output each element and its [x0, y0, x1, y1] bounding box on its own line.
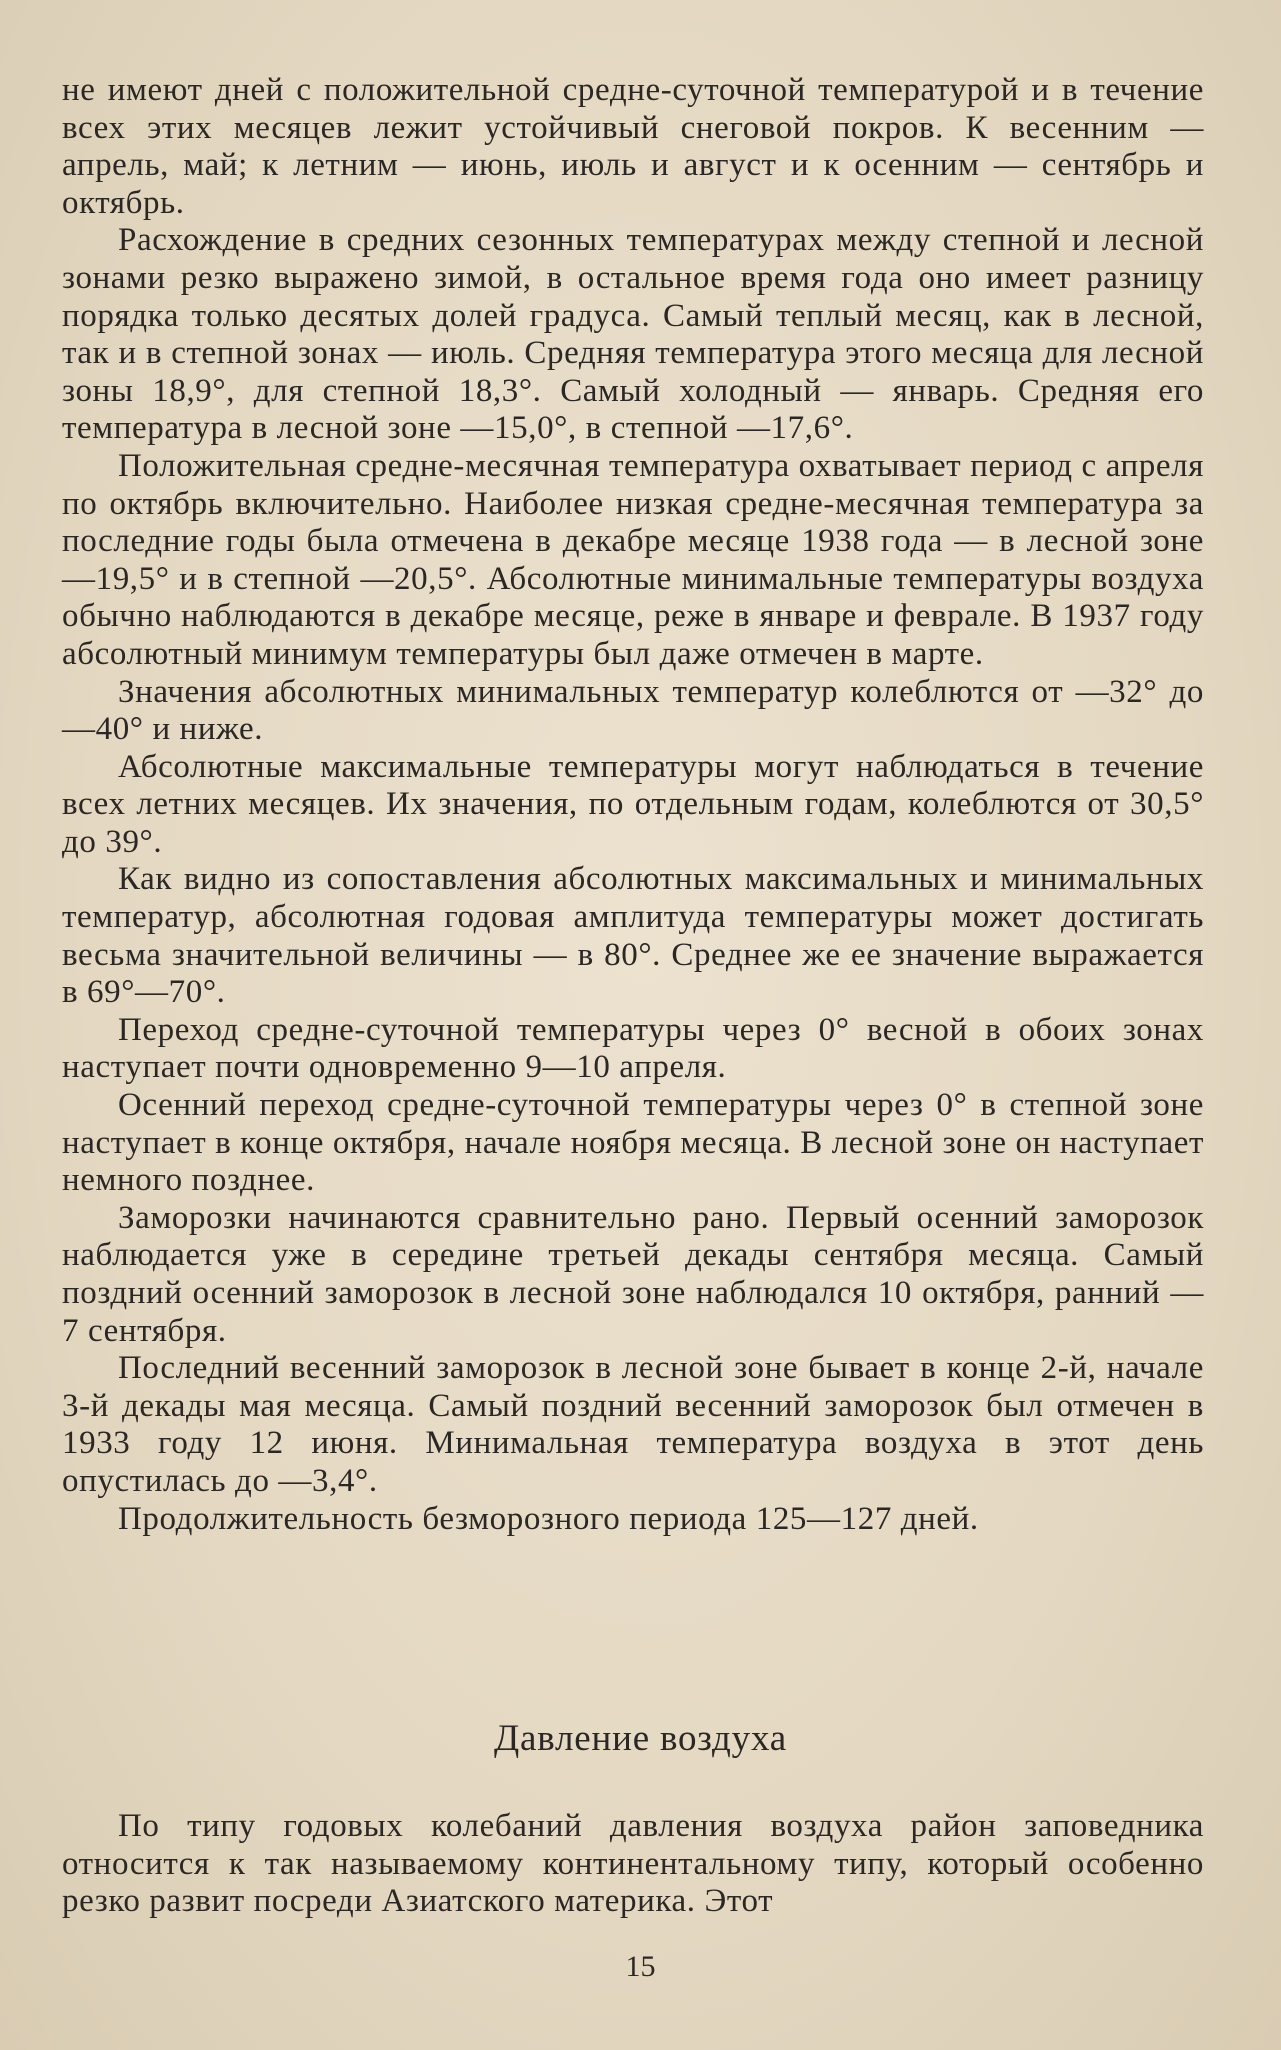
paragraph: Значения абсолютных минимальных температур колеблются от —32° до —40° и ниже.	[62, 673, 1204, 748]
paragraph: Осенний переход средне-суточной температуры через 0° в степной зоне наступает в конце октября, начале ноября месяца. В лесной зоне он наступает немного позднее.	[62, 1087, 1204, 1199]
paragraph: Последний весенний заморозок в лесной зоне бывает в конце 2-й, начале 3-й декады мая месяца. Самый поздний весенний заморозок был отмечен в 1933 году 12 июня. Минимальная температура воздуха в этот день опустилась до —3,4°.	[62, 1350, 1204, 1499]
body-text-bottom	[62, 1808, 1204, 1921]
paragraph: Продолжительность безморозного периода 125—127 дней.	[118, 1500, 979, 1537]
paragraph: Абсолютные максимальные температуры могут наблюдаться в течение всех летних месяцев. Их значения, по отдельным годам, колеблются от 30,5° до 39°.	[62, 748, 1204, 860]
paragraph: Положительная средне-месячная температура охватывает период с апреля по октябрь включительно. Наиболее низкая средне-месячная температура за последние годы была отмечена в декабре месяце 1938 года — в лесной зоне —19,5° и в степной —20,5°. Абсолютные минимальные температуры воздуха обычно наблюдаются в декабре месяце, реже в январе и феврале. В 1937 году абсолютный минимум температуры был даже отмечен в марте.	[62, 447, 1204, 672]
body-text-top	[62, 72, 1204, 1538]
page-number: 15	[625, 1950, 656, 1983]
section-heading: Давление воздуха	[493, 1718, 788, 1759]
paragraph: Заморозки начинаются сравнительно рано. Первый осенний заморозок наблюдается уже в середине третьей декады сентября месяца. Самый поздний осенний заморозок в лесной зоне наблюдался 10 октября, ранний — 7 сентября.	[62, 1199, 1204, 1349]
paragraph: не имеют дней с положительной средне-суточной температурой и в течение всех этих месяцев лежит устойчивый снеговой покров. К весенним — апрель, май; к летним — июнь, июль и август и к осенним — сентябрь и октябрь.	[62, 72, 1204, 221]
paragraph: Как видно из сопоставления абсолютных максимальных и минимальных температур, абсолютная годовая амплитуда температуры может достигать весьма значительной величины — в 80°. Среднее же ее значение выражается в 69°—70°.	[62, 861, 1204, 1011]
paragraph: По типу годовых колебаний давления воздуха район заповедника относится к так называемому континентальному типу, который особенно резко развит посреди Азиатского материка. Этот	[62, 1808, 1204, 1920]
paragraph: Расхождение в средних сезонных температурах между степной и лесной зонами резко выражено зимой, в остальное время года оно имеет разницу порядка только десятых долей градуса. Самый теплый месяц, как в лесной, так и в степной зонах — июль. Средняя температура этого месяца для лесной зоны 18,9°, для степной 18,3°. Самый холодный — январь. Средняя его температура в лесной зоне —15,0°, в степной —17,6°.	[62, 222, 1204, 447]
paragraph: Переход средне-суточной температуры через 0° весной в обоих зонах наступает почти одновременно 9—10 апреля.	[62, 1011, 1204, 1086]
